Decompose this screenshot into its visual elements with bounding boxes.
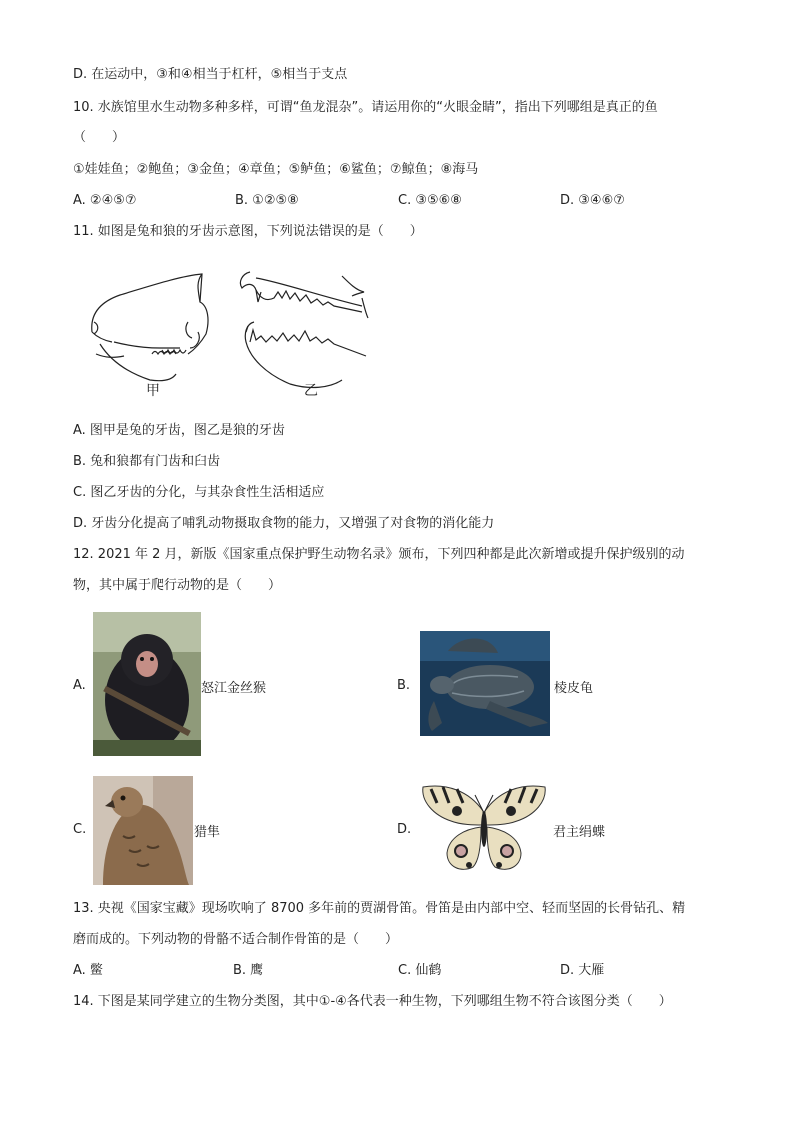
q10-answer-bracket: （ ） [73, 130, 126, 145]
q12-option-c-letter: C. [73, 822, 87, 837]
q11-option-b: B. 兔和狼都有门齿和臼齿 [73, 454, 221, 469]
q13-stem-line2: 磨而成的。下列动物的骨骼不适合制作骨笛的是（ ） [73, 932, 399, 947]
q12-option-b-letter: B. [397, 678, 411, 693]
rabbit-skull-drawing [92, 274, 208, 381]
q10-option-a: A. ②④⑤⑦ [73, 193, 137, 208]
wolf-jaws-drawing [240, 272, 368, 387]
q13-stem-line1: 13. 央视《国家宝藏》现场吹响了 8700 多年前的贾湖骨笛。骨笛是由内部中空、轻而坚固的长骨钻孔、精 [73, 901, 686, 916]
q13-option-b: B. 鹰 [233, 963, 264, 978]
q12-option-d-letter: D. [397, 822, 412, 837]
apollo-butterfly-photo [417, 781, 551, 876]
q12-option-a-name: 怒江金丝猴 [201, 681, 267, 696]
q11-option-c: C. 图乙牙齿的分化，与其杂食性生活相适应 [73, 485, 325, 500]
q11-option-d: D. 牙齿分化提高了哺乳动物摄取食物的能力，又增强了对食物的消化能力 [73, 516, 495, 531]
q13-option-d: D. 大雁 [560, 963, 605, 978]
leatherback-turtle-photo [420, 631, 550, 736]
q12-option-a-letter: A. [73, 678, 86, 693]
q12-option-d-name: 君主绢蝶 [553, 825, 606, 840]
q13-option-c: C. 仙鹤 [398, 963, 442, 978]
q10-stem: 10. 水族馆里水生动物多种多样，可谓“鱼龙混杂”。请运用你的“火眼金睛”，指出下列哪组是真正的鱼 [73, 100, 658, 115]
figure-label-yi: 乙 [304, 383, 318, 399]
q10-option-d: D. ③④⑥⑦ [560, 193, 625, 208]
q13-option-a: A. 鳖 [73, 963, 103, 978]
q12-option-c-name: 猎隼 [194, 825, 221, 840]
figure-label-jia: 甲 [146, 383, 160, 399]
q10-items: ①娃娃鱼；②鲍鱼；③金鱼；④章鱼；⑤鲈鱼；⑥鲨鱼；⑦鲸鱼；⑧海马 [73, 162, 479, 177]
q12-stem-line1: 12. 2021 年 2 月，新版《国家重点保护野生动物名录》颁布，下列四种都是此次新增或提升保护级别的动 [73, 547, 685, 562]
q10-option-c: C. ③⑤⑥⑧ [398, 193, 462, 208]
q10-option-b: B. ①②⑤⑧ [235, 193, 299, 208]
q14-stem: 14. 下图是某同学建立的生物分类图，其中①-④各代表一种生物，下列哪组生物不符合该图分类（ ） [73, 994, 672, 1009]
q12-stem-line2: 物，其中属于爬行动物的是（ ） [73, 578, 282, 593]
teeth-figure [80, 262, 380, 402]
q11-option-a: A. 图甲是兔的牙齿，图乙是狼的牙齿 [73, 423, 285, 438]
snub-nosed-monkey-photo [93, 612, 201, 756]
saker-falcon-photo [93, 776, 193, 885]
q12-option-b-name: 棱皮龟 [554, 681, 594, 696]
q9-option-d: D. 在运动中，③和④相当于杠杆，⑤相当于支点 [73, 67, 348, 82]
q11-stem: 11. 如图是兔和狼的牙齿示意图，下列说法错误的是（ ） [73, 224, 423, 239]
